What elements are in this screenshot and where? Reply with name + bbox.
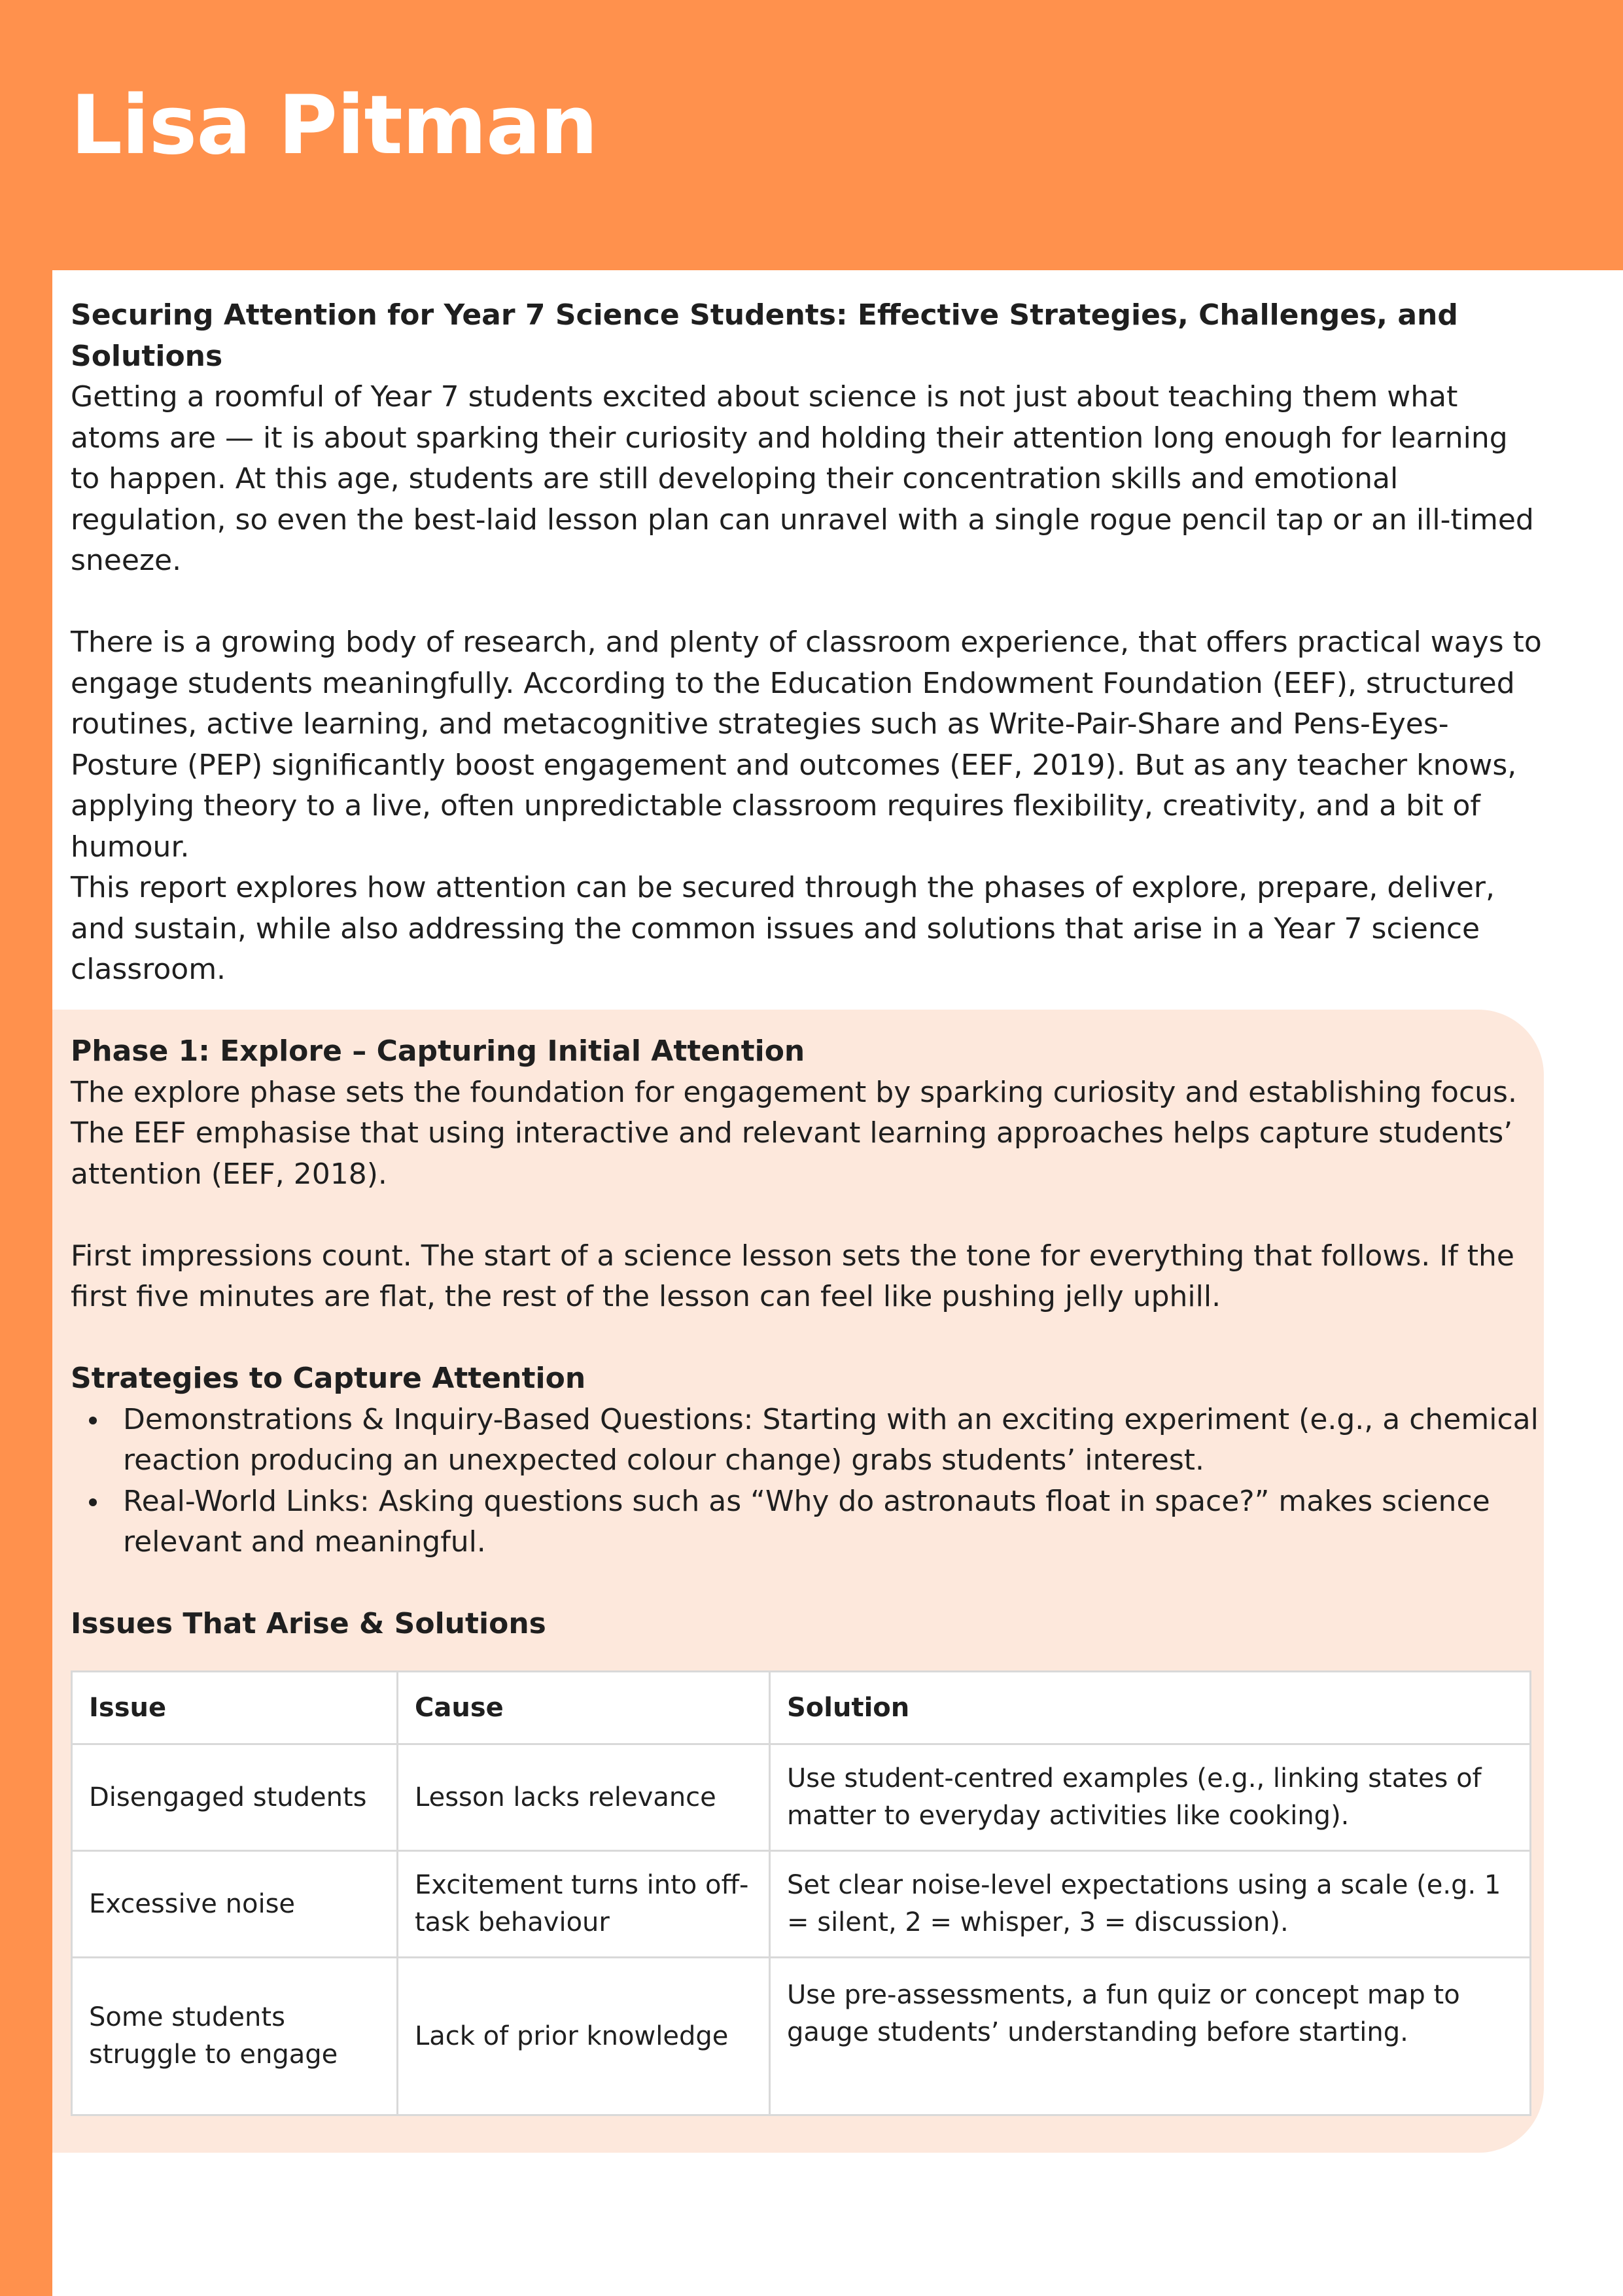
table-cell-solution: Use pre-assessments, a fun quiz or concept map to gauge students’ understanding before starting. bbox=[770, 1958, 1531, 2115]
header-band bbox=[0, 0, 1623, 270]
intro-paragraph: There is a growing body of research, and plenty of classroom experience, that offers practical ways to engage students meaningfully. According to the Education Endowment Foundation (EEF), structured routines, active learning, and metacognitive strategies such as Write-Pair-Share and Pens-Eyes-Posture (PEP) significantly boost engagement and outcomes (EEF, 2019). But as any teacher knows, applying theory to a live, often unpredictable classroom requires flexibility, creativity, and a bit of humour. bbox=[71, 626, 1542, 864]
strategies-list bbox=[71, 1400, 1544, 1563]
left-accent-bar bbox=[0, 270, 52, 2296]
table-cell-issue: Excessive noise bbox=[72, 1851, 398, 1958]
page-title: Lisa Pitman bbox=[71, 79, 597, 173]
list-item: Demonstrations & Inquiry-Based Questions: Starting with an exciting experiment (e.g., a chemical reaction producing an unexpected colour change) grabs students’ interest. bbox=[71, 1400, 1544, 1481]
spacer bbox=[71, 1563, 1544, 1604]
list-item: Real-World Links: Asking questions such as “Why do astronauts float in space?” makes science relevant and meaningful. bbox=[71, 1481, 1544, 1563]
document-body bbox=[71, 295, 1544, 1645]
column-header-solution: Solution bbox=[770, 1672, 1531, 1744]
phase1-paragraph: The explore phase sets the foundation for engagement by sparking curiosity and establishing focus. The EEF emphasise that using interactive and relevant learning approaches helps capture students’ attention (EEF, 2018). bbox=[71, 1075, 1517, 1191]
intro-paragraph: Getting a roomful of Year 7 students excited about science is not just about teaching them what atoms are — it is about sparking their curiosity and holding their attention long enough for learning to happen. At this age, students are still developing their concentration skills and emotional regulation, so even the best-laid lesson plan can unravel with a single rogue pencil tap or an ill-timed sneeze. bbox=[71, 380, 1534, 577]
spacer bbox=[71, 582, 1544, 623]
table-cell-issue: Some students struggle to engage bbox=[72, 1958, 398, 2115]
table-cell-cause: Lesson lacks relevance bbox=[398, 1744, 770, 1851]
table-cell-issue: Disengaged students bbox=[72, 1744, 398, 1851]
strategies-heading: Strategies to Capture Attention bbox=[71, 1362, 586, 1395]
table-row bbox=[72, 1744, 1531, 1851]
issues-heading: Issues That Arise & Solutions bbox=[71, 1607, 546, 1640]
column-header-cause: Cause bbox=[398, 1672, 770, 1744]
spacer bbox=[71, 1195, 1544, 1236]
table-cell-cause: Excitement turns into off-task behaviour bbox=[398, 1851, 770, 1958]
intro-heading: Securing Attention for Year 7 Science Students: Effective Strategies, Challenges, and Solutions bbox=[71, 298, 1458, 373]
table-cell-solution: Set clear noise-level expectations using a scale (e.g. 1 = silent, 2 = whisper, 3 = discussion). bbox=[770, 1851, 1531, 1958]
phase1-heading: Phase 1: Explore – Capturing Initial Attention bbox=[71, 1034, 805, 1068]
column-header-issue: Issue bbox=[72, 1672, 398, 1744]
table-header-row bbox=[72, 1672, 1531, 1744]
spacer bbox=[71, 1318, 1544, 1359]
table-row bbox=[72, 1958, 1531, 2115]
issues-table bbox=[71, 1670, 1531, 2116]
intro-paragraph: This report explores how attention can be secured through the phases of explore, prepare, deliver, and sustain, while also addressing the common issues and solutions that arise in a Year 7 science classroom. bbox=[71, 871, 1495, 986]
table-row bbox=[72, 1851, 1531, 1958]
table-cell-cause: Lack of prior knowledge bbox=[398, 1958, 770, 2115]
table-cell-solution: Use student-centred examples (e.g., linking states of matter to everyday activities like cooking). bbox=[770, 1744, 1531, 1851]
phase1-paragraph: First impressions count. The start of a science lesson sets the tone for everything that follows. If the first five minutes are flat, the rest of the lesson can feel like pushing jelly uphill. bbox=[71, 1239, 1514, 1313]
spacer bbox=[71, 991, 1544, 1032]
